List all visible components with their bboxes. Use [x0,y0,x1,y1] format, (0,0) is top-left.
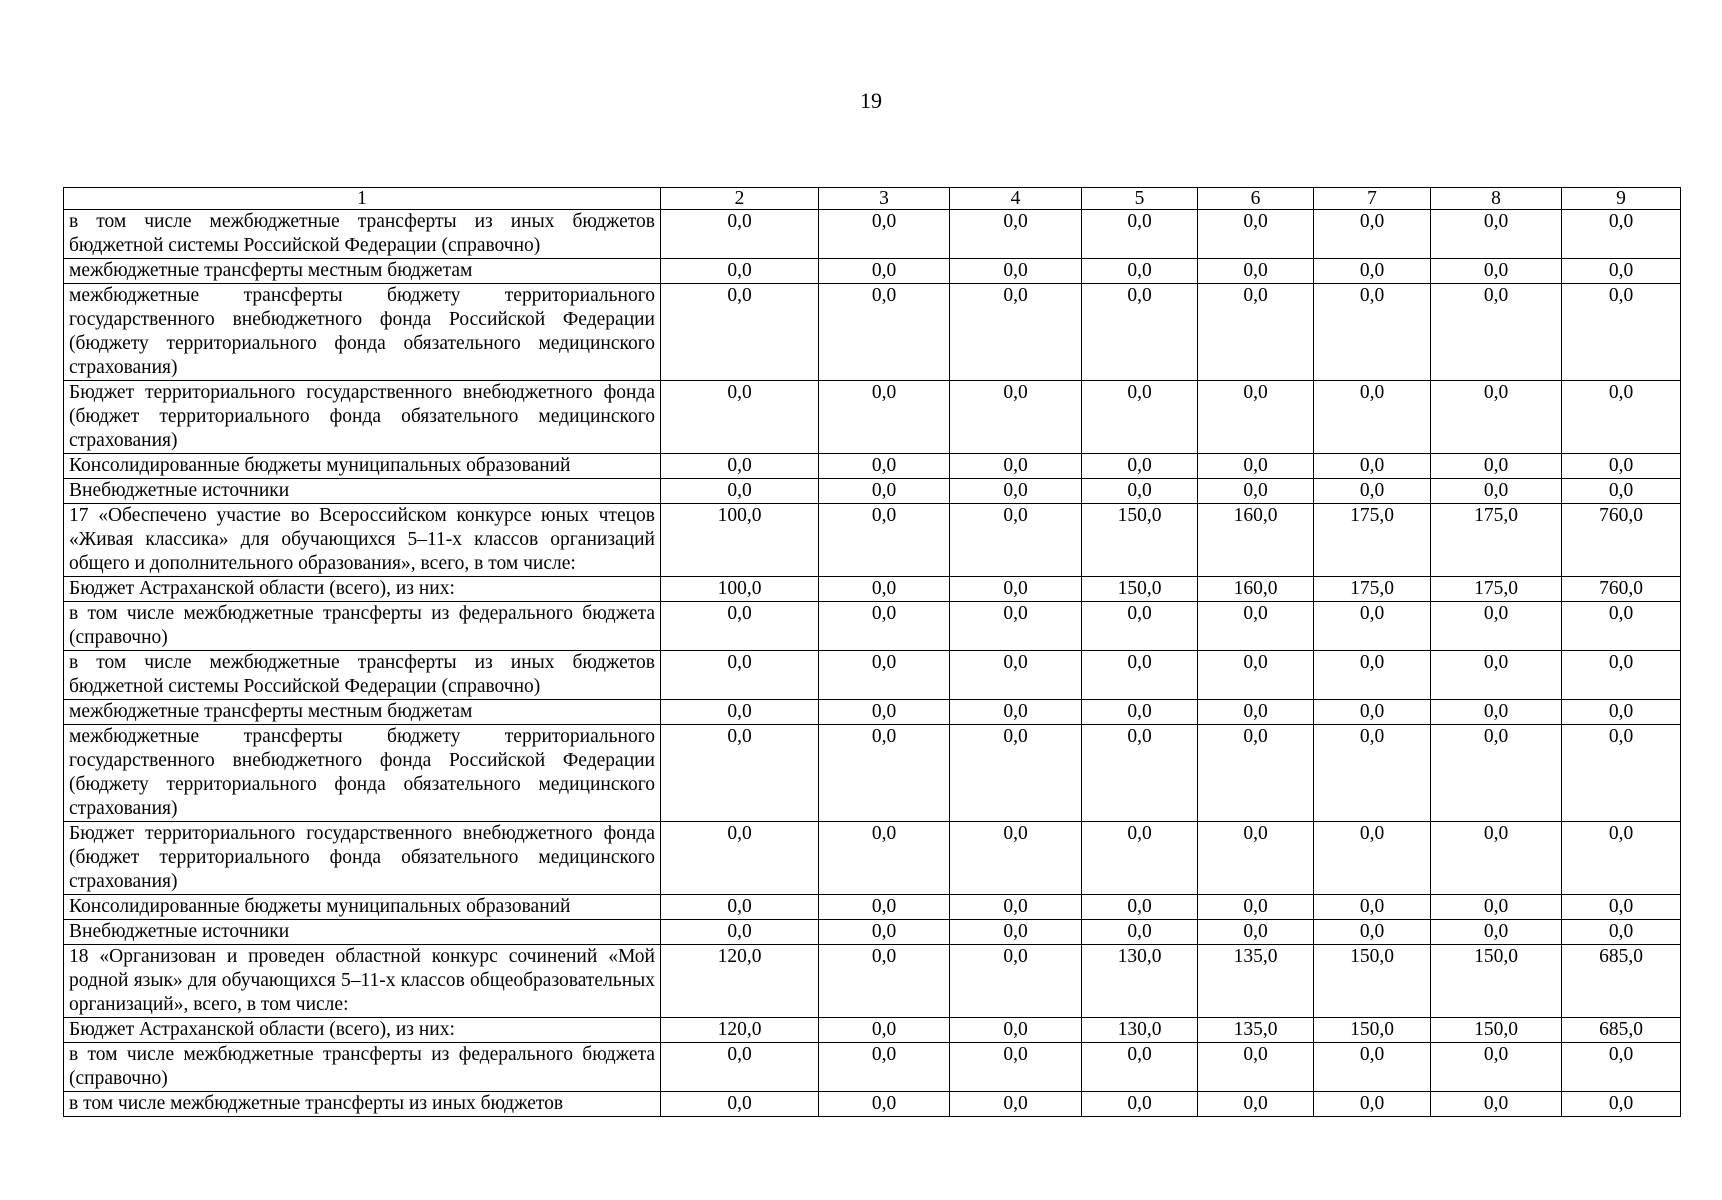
value-cell: 0,0 [661,381,819,454]
value-cell: 0,0 [950,945,1082,1018]
value-cell: 0,0 [950,284,1082,381]
value-cell: 0,0 [1082,725,1198,822]
row-label-cell: Бюджет территориального государственного внебюджетного фонда (бюджет территориального фонда обязательного медицинского страхования) [64,381,661,454]
value-cell: 175,0 [1314,577,1431,602]
value-cell: 150,0 [1431,945,1562,1018]
value-cell: 0,0 [950,725,1082,822]
value-cell: 0,0 [1562,381,1681,454]
value-cell: 0,0 [950,1018,1082,1043]
value-cell: 0,0 [819,920,950,945]
value-cell: 0,0 [950,454,1082,479]
table-row [64,284,1681,381]
table-row [64,895,1681,920]
value-cell: 0,0 [1314,454,1431,479]
value-cell: 0,0 [1562,1092,1681,1117]
row-label-cell: межбюджетные трансферты местным бюджетам [64,700,661,725]
value-cell: 0,0 [1431,210,1562,259]
row-label-cell: межбюджетные трансферты местным бюджетам [64,259,661,284]
value-cell: 150,0 [1082,577,1198,602]
value-cell: 0,0 [661,284,819,381]
row-label-cell: 18 «Организован и проведен областной конкурс сочинений «Мой родной язык» для обучающихся 5–11-х классов общеобразовательных организаций», всего, в том числе: [64,945,661,1018]
row-label-cell: 17 «Обеспечено участие во Всероссийском конкурсе юных чтецов «Живая классика» для обучающихся 5–11-х классов организаций общего и дополнительного образования», всего, в том числе: [64,504,661,577]
value-cell: 0,0 [1431,381,1562,454]
column-number-cell: 3 [819,188,950,210]
value-cell: 0,0 [1198,1043,1314,1092]
value-cell: 0,0 [1314,381,1431,454]
table-row [64,454,1681,479]
value-cell: 0,0 [819,1018,950,1043]
value-cell: 0,0 [1562,651,1681,700]
value-cell: 0,0 [1198,651,1314,700]
value-cell: 0,0 [950,920,1082,945]
value-cell: 0,0 [1082,895,1198,920]
value-cell: 0,0 [661,920,819,945]
value-cell: 0,0 [950,822,1082,895]
table-row [64,1043,1681,1092]
value-cell: 0,0 [1198,895,1314,920]
row-label-cell: Консолидированные бюджеты муниципальных образований [64,895,661,920]
row-label-cell: в том числе межбюджетные трансферты из федерального бюджета (справочно) [64,1043,661,1092]
value-cell: 0,0 [1562,822,1681,895]
row-label-cell: в том числе межбюджетные трансферты из иных бюджетов бюджетной системы Российской Федерации (справочно) [64,651,661,700]
value-cell: 0,0 [819,259,950,284]
value-cell: 0,0 [950,700,1082,725]
value-cell: 0,0 [1198,479,1314,504]
value-cell: 0,0 [1198,381,1314,454]
table-row [64,381,1681,454]
value-cell: 0,0 [1562,602,1681,651]
value-cell: 0,0 [1431,284,1562,381]
value-cell: 0,0 [1431,895,1562,920]
value-cell: 0,0 [819,577,950,602]
value-cell: 0,0 [1431,1043,1562,1092]
column-number-cell: 8 [1431,188,1562,210]
column-number-cell: 5 [1082,188,1198,210]
value-cell: 0,0 [1431,259,1562,284]
value-cell: 0,0 [819,945,950,1018]
value-cell: 0,0 [819,822,950,895]
value-cell: 0,0 [819,602,950,651]
table-row [64,577,1681,602]
value-cell: 0,0 [1562,1043,1681,1092]
value-cell: 685,0 [1562,945,1681,1018]
value-cell: 0,0 [1562,725,1681,822]
table-row [64,920,1681,945]
value-cell: 175,0 [1431,577,1562,602]
value-cell: 0,0 [1562,895,1681,920]
value-cell: 0,0 [1314,920,1431,945]
value-cell: 0,0 [950,1092,1082,1117]
table-row [64,822,1681,895]
value-cell: 0,0 [1314,602,1431,651]
value-cell: 0,0 [661,210,819,259]
value-cell: 0,0 [1314,700,1431,725]
value-cell: 0,0 [950,651,1082,700]
value-cell: 0,0 [1082,651,1198,700]
value-cell: 0,0 [1314,895,1431,920]
value-cell: 0,0 [819,651,950,700]
value-cell: 0,0 [1314,1092,1431,1117]
value-cell: 0,0 [1314,210,1431,259]
column-number-cell: 9 [1562,188,1681,210]
value-cell: 0,0 [1198,602,1314,651]
value-cell: 0,0 [819,454,950,479]
row-label-cell: межбюджетные трансферты бюджету территориального государственного внебюджетного фонда Российской Федерации (бюджету территориального фонда обязательного медицинского страхования) [64,725,661,822]
value-cell: 100,0 [661,504,819,577]
value-cell: 0,0 [661,895,819,920]
value-cell: 0,0 [819,381,950,454]
value-cell: 0,0 [1431,822,1562,895]
column-number-cell: 2 [661,188,819,210]
row-label-cell: Внебюджетные источники [64,920,661,945]
row-label-cell: Бюджет территориального государственного внебюджетного фонда (бюджет территориального фонда обязательного медицинского страхования) [64,822,661,895]
value-cell: 0,0 [661,1043,819,1092]
column-number-cell: 4 [950,188,1082,210]
value-cell: 0,0 [1314,725,1431,822]
column-number-cell: 7 [1314,188,1431,210]
value-cell: 0,0 [661,602,819,651]
value-cell: 0,0 [950,210,1082,259]
value-cell: 0,0 [819,479,950,504]
value-cell: 130,0 [1082,1018,1198,1043]
row-label-cell: Внебюджетные источники [64,479,661,504]
value-cell: 760,0 [1562,504,1681,577]
value-cell: 0,0 [1431,1092,1562,1117]
value-cell: 0,0 [661,1092,819,1117]
table-row [64,259,1681,284]
value-cell: 760,0 [1562,577,1681,602]
table-row [64,700,1681,725]
value-cell: 0,0 [1562,700,1681,725]
value-cell: 0,0 [950,259,1082,284]
value-cell: 0,0 [1562,479,1681,504]
value-cell: 0,0 [1314,259,1431,284]
value-cell: 175,0 [1314,504,1431,577]
value-cell: 0,0 [1082,602,1198,651]
value-cell: 0,0 [1198,210,1314,259]
value-cell: 120,0 [661,1018,819,1043]
value-cell: 0,0 [819,504,950,577]
value-cell: 0,0 [661,259,819,284]
row-label-cell: в том числе межбюджетные трансферты из иных бюджетов бюджетной системы Российской Федерации (справочно) [64,210,661,259]
value-cell: 0,0 [1562,454,1681,479]
column-number-cell: 6 [1198,188,1314,210]
value-cell: 0,0 [661,725,819,822]
value-cell: 0,0 [819,895,950,920]
value-cell: 0,0 [1198,284,1314,381]
value-cell: 0,0 [1562,259,1681,284]
value-cell: 0,0 [1082,479,1198,504]
value-cell: 0,0 [950,381,1082,454]
value-cell: 0,0 [1082,381,1198,454]
value-cell: 160,0 [1198,504,1314,577]
value-cell: 0,0 [661,822,819,895]
value-cell: 0,0 [1431,651,1562,700]
value-cell: 0,0 [1198,259,1314,284]
value-cell: 0,0 [1431,602,1562,651]
row-label-cell: Консолидированные бюджеты муниципальных образований [64,454,661,479]
table-row [64,602,1681,651]
value-cell: 0,0 [1431,479,1562,504]
value-cell: 0,0 [1082,700,1198,725]
value-cell: 0,0 [1314,479,1431,504]
row-label-cell: межбюджетные трансферты бюджету территориального государственного внебюджетного фонда Российской Федерации (бюджету территориального фонда обязательного медицинского страхования) [64,284,661,381]
value-cell: 0,0 [661,651,819,700]
value-cell: 0,0 [1082,259,1198,284]
value-cell: 0,0 [661,454,819,479]
table-row [64,479,1681,504]
value-cell: 0,0 [1314,822,1431,895]
row-label-cell: Бюджет Астраханской области (всего), из них: [64,1018,661,1043]
value-cell: 0,0 [950,504,1082,577]
value-cell: 0,0 [1082,454,1198,479]
table-row [64,725,1681,822]
value-cell: 685,0 [1562,1018,1681,1043]
value-cell: 100,0 [661,577,819,602]
value-cell: 0,0 [1198,454,1314,479]
value-cell: 150,0 [1314,1018,1431,1043]
value-cell: 175,0 [1431,504,1562,577]
value-cell: 0,0 [1431,725,1562,822]
row-label-cell: в том числе межбюджетные трансферты из иных бюджетов [64,1092,661,1117]
value-cell: 0,0 [819,210,950,259]
value-cell: 0,0 [1082,822,1198,895]
table-row [64,651,1681,700]
budget-table [63,187,1681,1117]
value-cell: 0,0 [1082,284,1198,381]
value-cell: 160,0 [1198,577,1314,602]
value-cell: 0,0 [819,1043,950,1092]
value-cell: 0,0 [950,1043,1082,1092]
value-cell: 0,0 [1198,725,1314,822]
value-cell: 0,0 [1082,1092,1198,1117]
value-cell: 0,0 [1082,210,1198,259]
value-cell: 0,0 [1431,700,1562,725]
table-row [64,210,1681,259]
value-cell: 0,0 [950,895,1082,920]
value-cell: 0,0 [1562,210,1681,259]
value-cell: 0,0 [661,700,819,725]
value-cell: 0,0 [819,284,950,381]
value-cell: 0,0 [1198,1092,1314,1117]
value-cell: 0,0 [1562,284,1681,381]
value-cell: 150,0 [1431,1018,1562,1043]
value-cell: 0,0 [1082,1043,1198,1092]
value-cell: 135,0 [1198,945,1314,1018]
column-number-cell: 1 [64,188,661,210]
value-cell: 0,0 [1562,920,1681,945]
column-number-row [64,188,1681,210]
value-cell: 0,0 [1082,920,1198,945]
value-cell: 0,0 [819,1092,950,1117]
value-cell: 0,0 [1198,822,1314,895]
row-label-cell: Бюджет Астраханской области (всего), из них: [64,577,661,602]
value-cell: 120,0 [661,945,819,1018]
table-row [64,1018,1681,1043]
value-cell: 0,0 [661,479,819,504]
table-row [64,1092,1681,1117]
table-row [64,504,1681,577]
value-cell: 0,0 [1314,651,1431,700]
value-cell: 0,0 [819,725,950,822]
page-number: 19 [860,88,882,113]
value-cell: 0,0 [1431,920,1562,945]
value-cell: 0,0 [1314,284,1431,381]
value-cell: 0,0 [819,700,950,725]
table-body [64,188,1681,1117]
value-cell: 150,0 [1314,945,1431,1018]
value-cell: 0,0 [950,479,1082,504]
row-label-cell: в том числе межбюджетные трансферты из федерального бюджета (справочно) [64,602,661,651]
value-cell: 0,0 [950,577,1082,602]
value-cell: 130,0 [1082,945,1198,1018]
value-cell: 0,0 [1198,920,1314,945]
value-cell: 135,0 [1198,1018,1314,1043]
value-cell: 0,0 [1198,700,1314,725]
value-cell: 0,0 [950,602,1082,651]
value-cell: 0,0 [1431,454,1562,479]
value-cell: 150,0 [1082,504,1198,577]
table-row [64,945,1681,1018]
value-cell: 0,0 [1314,1043,1431,1092]
